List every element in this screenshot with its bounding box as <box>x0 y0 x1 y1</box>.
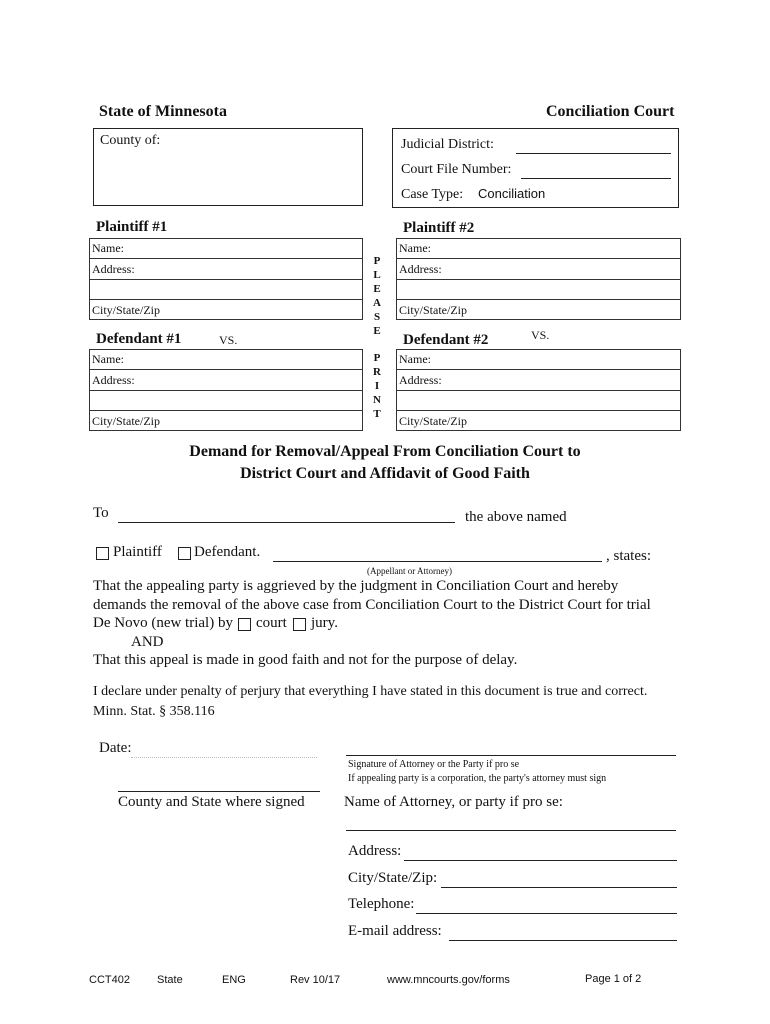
footer-page: Page 1 of 2 <box>585 973 642 985</box>
sig-caption1: Signature of Attorney or the Party if pro se <box>348 759 520 770</box>
plaintiff1-address-label[interactable]: Address: <box>92 262 135 276</box>
plaintiff-checkbox[interactable] <box>96 547 109 560</box>
defendant-option-label: Defendant. <box>194 544 261 560</box>
to-field[interactable] <box>118 522 455 523</box>
please-print-letter: L <box>373 269 381 281</box>
form-title-line2: District Court and Affidavit of Good Faith <box>240 465 530 482</box>
jury-checkbox[interactable] <box>293 618 306 631</box>
plaintiff-option-label: Plaintiff <box>113 544 162 560</box>
defendant-checkbox[interactable] <box>178 547 191 560</box>
date-field[interactable] <box>131 757 317 758</box>
para2: That this appeal is made in good faith and not for the purpose of delay. <box>93 652 518 668</box>
to-label: To <box>93 505 109 521</box>
plaintiff1-name-label[interactable]: Name: <box>92 241 124 255</box>
defendant1-address-label[interactable]: Address: <box>92 373 135 387</box>
county-box[interactable] <box>93 128 363 206</box>
plaintiff1-city-label[interactable]: City/State/Zip <box>92 303 160 317</box>
plaintiff2-city-label[interactable]: City/State/Zip <box>399 303 467 317</box>
footer-form-code: CCT402 <box>89 974 130 986</box>
footer-state: State <box>157 974 183 986</box>
please-print-letter: P <box>373 352 381 364</box>
please-print-letter: E <box>373 325 381 337</box>
plaintiff2-title: Plaintiff #2 <box>403 220 475 236</box>
email-label: E-mail address: <box>348 923 442 939</box>
defendant1-city-label[interactable]: City/State/Zip <box>92 414 160 428</box>
sig-caption2: If appealing party is a corporation, the party's attorney must sign <box>348 773 607 784</box>
footer-lang: ENG <box>222 974 246 986</box>
defendant2-city-label[interactable]: City/State/Zip <box>399 414 467 428</box>
please-print-letter: P <box>373 255 381 267</box>
court-info-box <box>392 128 679 208</box>
signature-field[interactable] <box>346 755 676 756</box>
form-title-line1: Demand for Removal/Appeal From Conciliation Court to <box>189 443 581 460</box>
court-option-label: court <box>256 615 287 631</box>
county-state-label: County and State where signed <box>118 794 305 810</box>
defendant1-table <box>89 349 363 431</box>
and-label: AND <box>131 634 164 650</box>
telephone-label: Telephone: <box>348 896 415 912</box>
defendant2-address-label[interactable]: Address: <box>399 373 442 387</box>
plaintiff1-table <box>89 238 363 320</box>
court-file-number-label: Court File Number: <box>401 162 512 177</box>
appellant-field[interactable] <box>273 561 602 562</box>
defendant1-name-label[interactable]: Name: <box>92 352 124 366</box>
city-state-zip-label: City/State/Zip: <box>348 870 438 886</box>
footer-url[interactable]: www.mncourts.gov/forms <box>387 974 510 986</box>
please-print-letter: S <box>373 311 381 323</box>
above-named-label: the above named <box>465 509 567 525</box>
state-title: State of Minnesota <box>99 103 227 120</box>
telephone-field[interactable] <box>416 913 677 914</box>
para1-line2: demands the removal of the above case from Conciliation Court to the District Court for trial <box>93 597 651 613</box>
please-print-letter: I <box>374 380 380 392</box>
defendant2-table <box>396 349 681 431</box>
attorney-name-field[interactable] <box>346 830 676 831</box>
defendant2-name-label[interactable]: Name: <box>399 352 431 366</box>
county-label: County of: <box>100 133 161 148</box>
para1-line1: That the appealing party is aggrieved by the judgment in Conciliation Court and hereby <box>93 578 619 594</box>
case-type-value[interactable]: Conciliation <box>478 186 546 201</box>
court-file-number-field[interactable] <box>521 178 671 179</box>
address-label: Address: <box>348 843 402 859</box>
attorney-name-label: Name of Attorney, or party if pro se: <box>344 794 563 810</box>
please-print-letter: A <box>373 297 381 309</box>
please-print-letter: R <box>373 366 381 378</box>
plaintiff2-table <box>396 238 681 320</box>
vs-label-right: VS. <box>531 328 550 342</box>
address-field[interactable] <box>404 860 677 861</box>
please-print-letter: E <box>373 283 381 295</box>
defendant1-title: Defendant #1 <box>96 331 182 347</box>
please-print-letter: N <box>373 394 381 406</box>
para1-line3: De Novo (new trial) by <box>93 615 233 631</box>
court-title: Conciliation Court <box>546 103 675 120</box>
footer-rev: Rev 10/17 <box>290 974 341 986</box>
plaintiff2-address-label[interactable]: Address: <box>399 262 442 276</box>
court-checkbox[interactable] <box>238 618 251 631</box>
declare-line1: I declare under penalty of perjury that everything I have stated in this document is true and correct. <box>93 684 648 699</box>
states-label: , states: <box>606 548 651 564</box>
jury-option-label: jury. <box>311 615 338 631</box>
judicial-district-field[interactable] <box>516 153 671 154</box>
case-type-label: Case Type: <box>401 187 464 202</box>
plaintiff2-name-label[interactable]: Name: <box>399 241 431 255</box>
please-print-letter: T <box>373 408 381 420</box>
judicial-district-label: Judicial District: <box>401 137 494 152</box>
plaintiff1-title: Plaintiff #1 <box>96 219 168 235</box>
vs-label-left: VS. <box>219 333 238 347</box>
appellant-caption: (Appellant or Attorney) <box>367 566 452 576</box>
city-state-zip-field[interactable] <box>441 887 677 888</box>
county-state-field[interactable] <box>118 791 320 792</box>
date-label: Date: <box>99 740 132 756</box>
email-field[interactable] <box>449 940 677 941</box>
defendant2-title: Defendant #2 <box>403 332 489 348</box>
declare-line2: Minn. Stat. § 358.116 <box>93 704 215 719</box>
